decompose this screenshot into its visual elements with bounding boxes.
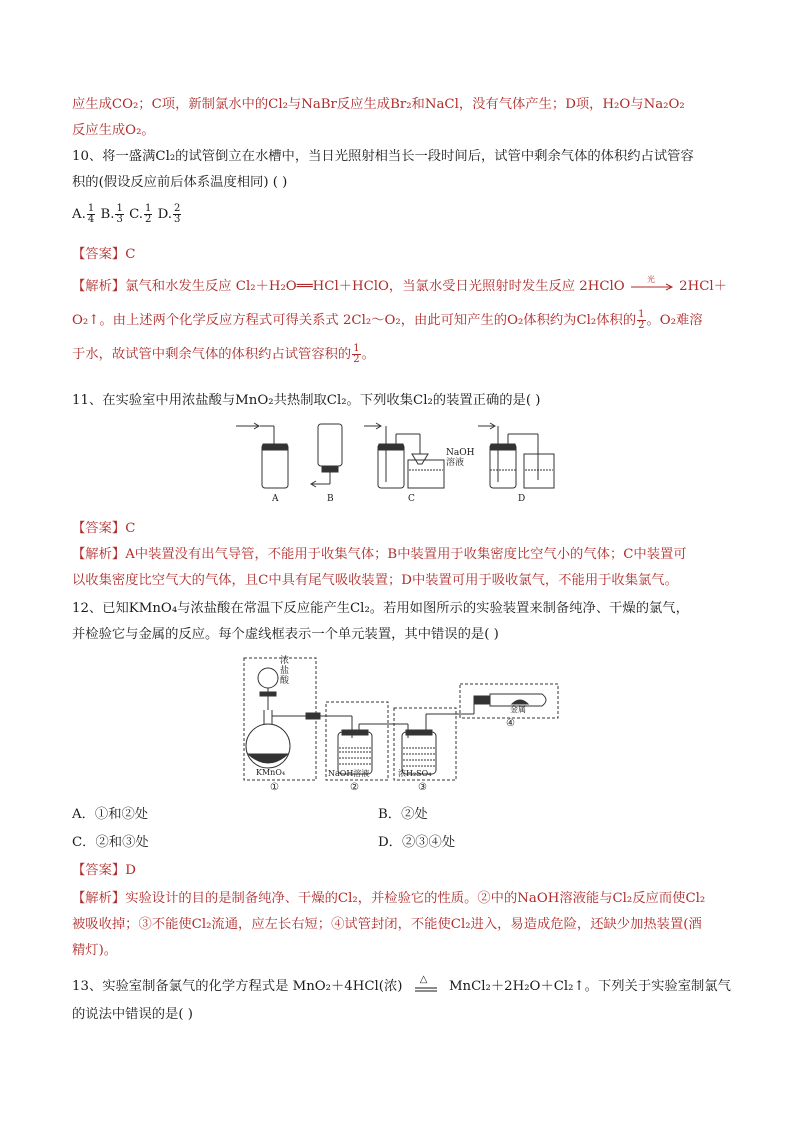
unit-3-label: ③ (418, 782, 427, 793)
answer-value: D (125, 863, 136, 878)
equals-sign-icon (413, 979, 439, 995)
q12-analysis-line1: 【解析】实验设计的目的是制备纯净、干燥的Cl₂，并检验它的性质。②中的NaOH溶液能与Cl₂反应而使Cl₂ (72, 891, 706, 906)
analysis-label: 【解析】 (72, 891, 126, 906)
q10-option-a: A. $\frac{1}{4}$ (72, 203, 95, 225)
q12-stem-line1: 12、已知KMnO₄与浓盐酸在常温下反应能产生Cl₂。若用如图所示的实验装置来制备纯净、干燥的氯气， (72, 601, 689, 616)
unit-2-label: ② (350, 782, 359, 793)
h2so4-label: 浓H₂SO₄ (398, 769, 432, 778)
light-arrow: 光 (629, 280, 675, 294)
answer-value: C (125, 247, 136, 262)
answer-label: 【答案】 (72, 863, 126, 878)
heat-triangle-icon: △ (419, 973, 428, 985)
q12-option-d: D．②③④处 (378, 835, 456, 850)
naoh-solution-label: NaOH溶液 (328, 769, 370, 778)
q9-tail-line2: 反应生成O₂。 (72, 123, 155, 138)
q12-stem-line2: 并检验它与金属的反应。每个虚线框表示一个单元装置，其中错误的是( ) (72, 627, 499, 642)
q13-stem-line2: 的说法中错误的是( ) (72, 1007, 193, 1022)
q10-option-c: C. $\frac{1}{2}$ (129, 203, 152, 225)
q13-stem-line1: 13、实验室制备氯气的化学方程式是 MnO₂＋4HCl(浓) △ MnCl₂＋2H₂O＋Cl₂↑。下列关于实验室制氯气 (72, 978, 731, 996)
q11-stem: 11、在实验室中用浓盐酸与MnO₂共热制取Cl₂。下列收集Cl₂的装置正确的是( ) (72, 393, 541, 408)
q12-option-a: A．①和②处 (72, 807, 149, 822)
metal-label: 金属 (510, 705, 526, 714)
q10-analysis-line2: O₂↑。由上述两个化学反应方程式可得关系式 2Cl₂～O₂，由此可知产生的O₂体积约为Cl₂体积的 $\frac{1}{2}$ 。O₂难溶 (72, 309, 703, 331)
naoh-label: NaOH 溶液 (446, 448, 475, 468)
q10-options (72, 204, 182, 225)
q10-analysis-line3: 于水，故试管中剩余气体的体积约占试管容积的 $\frac{1}{2}$ 。 (72, 343, 375, 365)
q10-answer (72, 246, 135, 264)
q10-stem-line1: 10、将一盛满Cl₂的试管倒立在水槽中，当日光照射相当长一段时间后，试管中剩余气体的体积约占试管容 (72, 149, 694, 164)
q10-analysis-line1: 【解析】氯气和水发生反应 Cl₂＋H₂O══HCl＋HClO，当氯水受日光照射时发生反应 2HClO 光 2HCl＋ (72, 274, 727, 294)
analysis-label: 【解析】 (72, 547, 126, 562)
q12-option-b: B．②处 (378, 807, 428, 822)
acid-label: 浓 盐 酸 (280, 656, 290, 686)
q11-analysis-line2: 以收集密度比空气大的气体，且C中具有尾气吸收装置；D中装置可用于吸收氯气，不能用于收集氯气。 (72, 573, 678, 588)
q11-analysis-line1: 【解析】A中装置没有出气导管，不能用于收集气体；B中装置用于收集密度比空气小的气体；C中装置可 (72, 547, 687, 562)
fig-label-b: B (327, 494, 334, 504)
q10-option-d: D. $\frac{2}{3}$ (157, 203, 181, 225)
fig-label-d: D (518, 494, 526, 504)
answer-label: 【答案】 (72, 247, 126, 262)
q12-analysis-line2: 被吸收掉；③不能使Cl₂流通，应左长右短；④试管封闭，不能使Cl₂进入，易造成危险，还缺少加热装置(酒 (72, 917, 702, 932)
fig-label-c: C (408, 494, 415, 504)
answer-value: C (125, 521, 136, 536)
q11-answer (72, 520, 135, 538)
q10-option-b: B. $\frac{1}{3}$ (100, 203, 123, 225)
unit-4-label: ④ (506, 718, 515, 729)
q10-stem-line2: 积的(假设反应前后体系温度相同) ( ) (72, 175, 288, 190)
q11-apparatus-figure (232, 418, 562, 510)
q12-answer (72, 862, 136, 880)
unit-1-label: ① (270, 782, 279, 793)
right-arrow-icon (629, 280, 675, 294)
q12-option-c: C．②和③处 (72, 835, 149, 850)
answer-label: 【答案】 (72, 521, 126, 536)
heat-condition (413, 973, 439, 995)
kmno4-label: KMnO₄ (256, 768, 286, 777)
analysis-label: 【解析】 (72, 279, 126, 294)
fig-label-a: A (272, 494, 279, 504)
gas-collection-apparatus-diagram (232, 418, 562, 510)
q9-tail-line1: 应生成CO₂；C项，新制氯水中的Cl₂与NaBr反应生成Br₂和NaCl，没有气体产生；D项，H₂O与Na₂O₂ (72, 97, 685, 112)
q12-analysis-line3: 精灯)。 (72, 943, 118, 958)
q12-apparatus-figure (242, 654, 560, 796)
